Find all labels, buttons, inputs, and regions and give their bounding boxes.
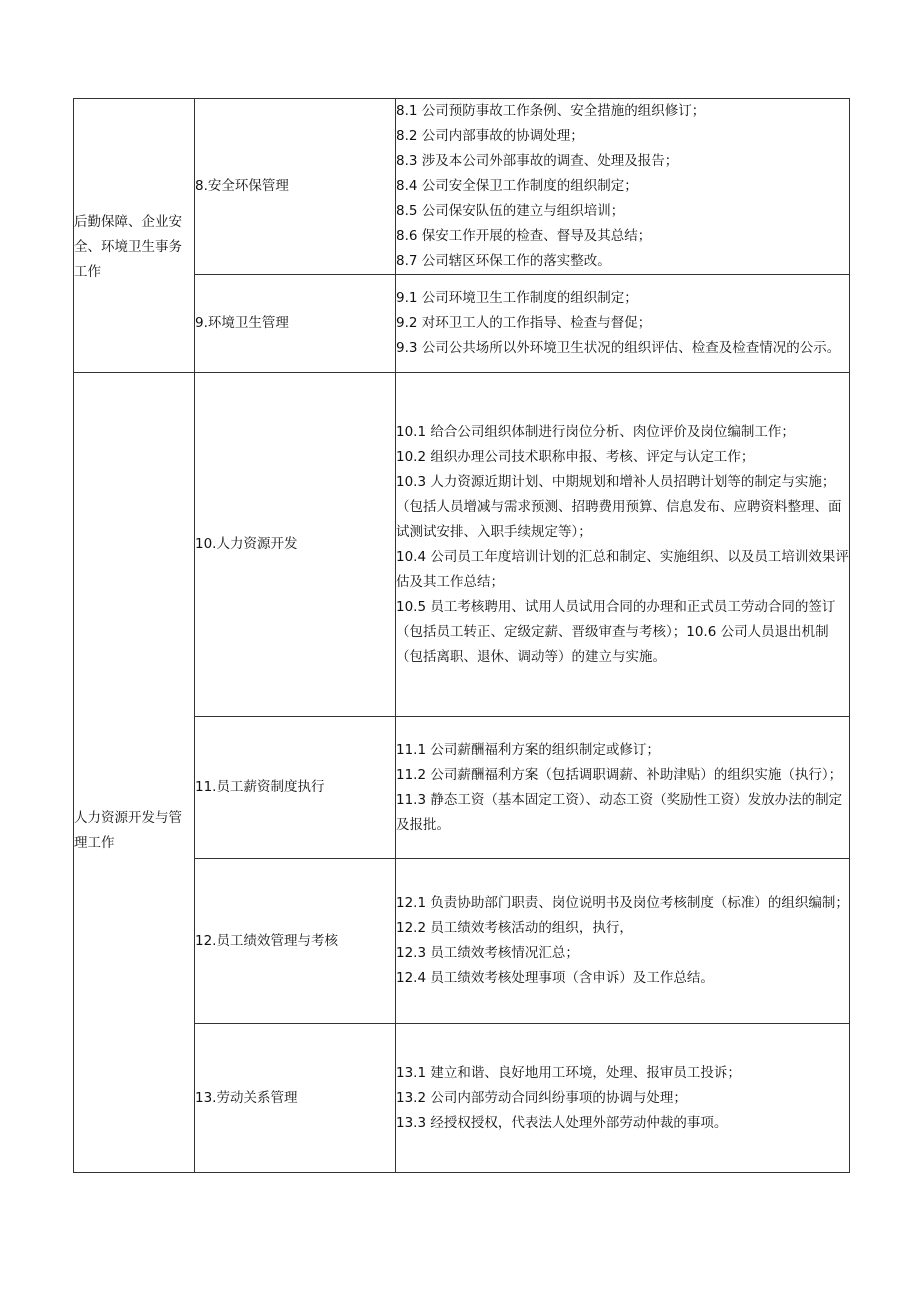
detail-item: 12.4 员工绩效考核处理事项（含申诉）及工作总结。 (396, 970, 714, 986)
detail-item: 11.1 公司薪酬福利方案的组织制定或修订； (396, 741, 660, 758)
detail-item: 13.1 建立和谐、良好地用工环境，处理、报审员工投诉； (396, 1064, 741, 1081)
detail-item: 8.7 公司辖区环保工作的落实整改。 (396, 253, 611, 269)
detail-item: 11.2 公司薪酬福利方案（包括调职调薪、补助津贴）的组织实施（执行）； (396, 766, 843, 783)
table-row (74, 373, 850, 717)
subject-cell (195, 1024, 396, 1173)
subject-label: 9.环境卫生管理 (195, 315, 289, 331)
detail-item: 8.3 涉及本公司外部事故的调查、处理及报告； (396, 153, 679, 169)
details-cell (396, 717, 850, 859)
subject-label: 8.安全环保管理 (195, 178, 289, 194)
subject-cell (195, 859, 396, 1024)
detail-item: 12.1 负责协助部门职责、岗位说明书及岗位考核制度（标准）的组织编制； (396, 895, 849, 911)
subject-label: 10.人力资源开发 (195, 536, 298, 552)
table-row (74, 99, 850, 275)
subject-cell (195, 99, 396, 275)
detail-item: 10.1 给合公司组织体制进行岗位分析、肉位评价及岗位编制工作； (396, 423, 795, 440)
detail-item: 13.2 公司内部劳动合同纠纷事项的协调与处理； (396, 1089, 687, 1106)
details-cell (396, 373, 850, 717)
detail-item: 9.1 公司环境卫生工作制度的组织制定； (396, 290, 638, 306)
detail-item: 9.2 对环卫工人的工作指导、检查与督促； (396, 315, 652, 331)
detail-item: 12.3 员工绩效考核情况汇总； (396, 945, 579, 961)
category-label: 人力资源开发与管理工作 (74, 810, 182, 851)
details-cell (396, 275, 850, 373)
category-label: 后勤保障、企业安全、环境卫生事务工作 (74, 214, 182, 280)
detail-item: 8.1 公司预防事故工作条例、安全措施的组织修订； (396, 103, 706, 119)
detail-item: 10.2 组织办理公司技术职称申报、考核、评定与认定工作； (396, 448, 755, 465)
detail-item: 8.4 公司安全保卫工作制度的组织制定； (396, 178, 638, 194)
category-cell (74, 99, 195, 373)
detail-item: 10.5 员工考核聘用、试用人员试用合同的办理和正式员工劳动合同的签订（包括员工转正、定级定薪、晋级审查与考核）；10.6 公司人员退出机制（包括离职、退休、调动等）的建立与实施。 (396, 598, 836, 665)
detail-item: 11.3 静态工资（基本固定工资）、动态工资（奖励性工资）发放办法的制定及报批。 (396, 791, 843, 833)
subject-label: 11.员工薪资制度执行 (195, 779, 325, 795)
detail-item: 10.4 公司员工年度培训计划的汇总和制定、实施组织、以及员工培训效果评估及其工作总结； (396, 548, 849, 590)
details-cell (396, 99, 850, 275)
details-cell (396, 859, 850, 1024)
duty-table (73, 98, 850, 1173)
subject-cell (195, 373, 396, 717)
subject-label: 13.劳动关系管理 (195, 1089, 298, 1106)
detail-item: 13.3 经授权授权，代表法人处理外部劳动仲裁的事项。 (396, 1114, 728, 1131)
detail-item: 12.2 员工绩效考核活动的组织，执行， (396, 920, 633, 936)
category-cell (74, 373, 195, 1173)
subject-cell (195, 717, 396, 859)
detail-item: 10.3 人力资源近期计划、中期规划和增补人员招聘计划等的制定与实施；（包括人员增减与需求预测、招聘费用预算、信息发布、应聘资料整理、面试测试安排、入职手续规定等）； (396, 473, 842, 540)
subject-label: 12.员工绩效管理与考核 (195, 932, 338, 949)
details-cell (396, 1024, 850, 1173)
detail-item: 8.2 公司内部事故的协调处理； (396, 128, 584, 144)
detail-item: 8.6 保安工作开展的检查、督导及其总结； (396, 228, 652, 244)
detail-item: 9.3 公司公共场所以外环境卫生状况的组织评估、检查及检查情况的公示。 (396, 340, 841, 356)
subject-cell (195, 275, 396, 373)
detail-item: 8.5 公司保安队伍的建立与组织培训； (396, 203, 625, 219)
